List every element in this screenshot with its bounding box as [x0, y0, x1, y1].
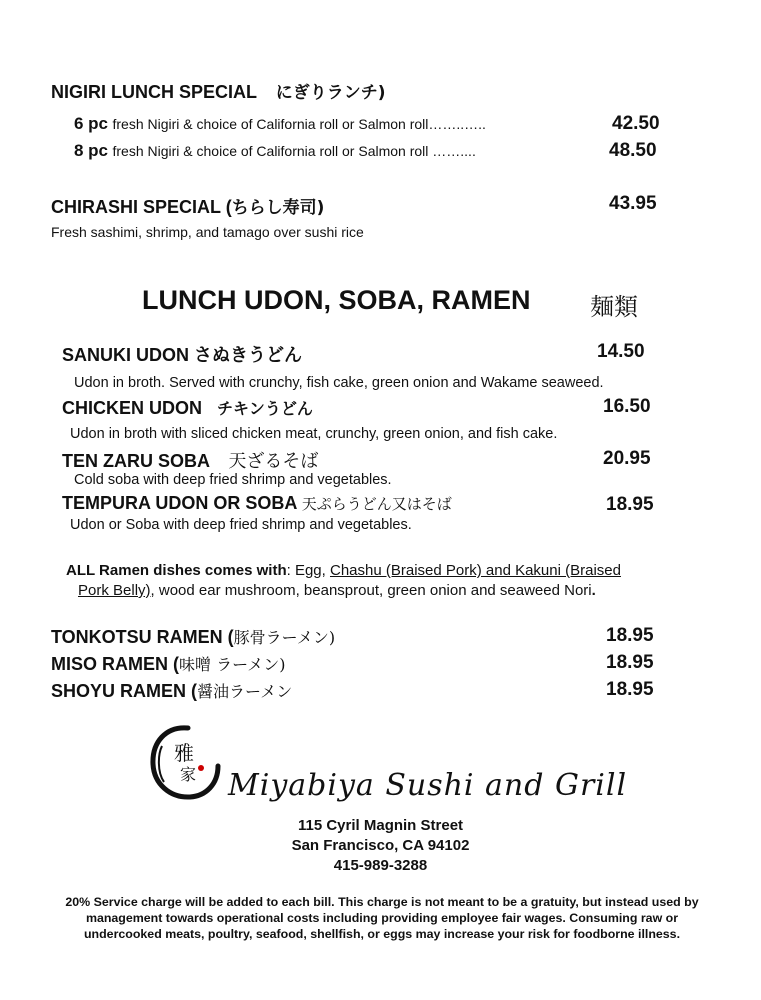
- nigiri-item-8pc: [74, 141, 476, 161]
- ramen-note-underlined: Pork Belly): [78, 582, 151, 599]
- ramen-note-line1: [66, 562, 621, 579]
- nigiri-qty: 6 pc: [74, 114, 109, 133]
- nigiri-title-jp: にぎりランチ): [275, 83, 386, 103]
- nigiri-item-6pc: [74, 114, 486, 134]
- ramen-price: 18.95: [606, 625, 654, 646]
- ramen-item-name: [51, 625, 335, 648]
- ramen-name-jp: 醤油ラーメン: [197, 682, 293, 701]
- restaurant-phone: 415-989-3288: [333, 857, 428, 874]
- ramen-name-text: MISO RAMEN (: [51, 654, 179, 674]
- chirashi-price: 43.95: [609, 193, 657, 214]
- noodle-desc: Cold soba with deep fried shrimp and vegetables.: [74, 472, 392, 488]
- ramen-item-name: [51, 679, 292, 702]
- noodles-heading-jp: 麺類: [590, 293, 638, 321]
- ramen-name-jp: 豚骨ラーメン): [233, 628, 336, 647]
- logo-char-1: 雅: [174, 741, 194, 765]
- ramen-name-jp: 味噌 ラーメン): [179, 655, 286, 674]
- chirashi-title-text: CHIRASHI SPECIAL (: [51, 197, 232, 217]
- noodle-item-name: [62, 341, 302, 367]
- ramen-note-colon: : Egg,: [286, 562, 330, 579]
- ramen-note-underlined: Chashu (Braised Pork) and Kakuni (Braised: [329, 562, 621, 579]
- restaurant-address-city: San Francisco, CA 94102: [291, 837, 470, 854]
- nigiri-price: 42.50: [612, 113, 660, 134]
- restaurant-address-street: 115 Cyril Magnin Street: [297, 817, 464, 834]
- nigiri-desc: fresh Nigiri & choice of California roll or Salmon roll……..…..: [112, 116, 486, 132]
- ramen-note-end: .: [591, 582, 596, 599]
- noodle-name-text: CHICKEN UDON: [62, 398, 203, 418]
- noodle-name-jp: 天ざるそば: [228, 451, 319, 472]
- ramen-item-name: [51, 652, 286, 675]
- chirashi-title-jp: ちらし寿司): [231, 198, 325, 218]
- noodle-item-name: [62, 447, 318, 473]
- logo-seal: [198, 765, 204, 771]
- noodle-name-jp: さぬきうどん: [194, 345, 303, 366]
- ramen-name-text: TONKOTSU RAMEN (: [51, 627, 234, 647]
- noodle-price: 14.50: [597, 341, 645, 362]
- noodle-desc: Udon in broth. Served with crunchy, fish cake, green onion and Wakame seaweed.: [74, 375, 604, 391]
- noodle-desc: Udon or Soba with deep fried shrimp and vegetables.: [70, 517, 412, 533]
- noodle-desc: Udon in broth with sliced chicken meat, crunchy, green onion, and fish cake.: [70, 426, 558, 442]
- noodle-price: 16.50: [603, 396, 651, 417]
- noodle-name-text: SANUKI UDON: [62, 345, 190, 365]
- ramen-note-rest: , wood ear mushroom, beansprout, green onion and seaweed Nori: [150, 582, 592, 599]
- nigiri-title-text: NIGIRI LUNCH SPECIAL: [51, 82, 257, 102]
- noodle-name-text: TEMPURA UDON OR SOBA: [62, 493, 297, 513]
- noodle-name-jp: 天ぷらうどん又はそば: [301, 495, 452, 513]
- nigiri-desc: fresh Nigiri & choice of California roll or Salmon roll ……....: [112, 143, 476, 159]
- noodle-price: 20.95: [603, 448, 651, 469]
- noodle-price: 18.95: [606, 494, 654, 515]
- ramen-name-text: SHOYU RAMEN (: [51, 681, 198, 701]
- restaurant-name: Miyabiya Sushi and Grill: [228, 768, 628, 803]
- noodle-name-text: TEN ZARU SOBA: [62, 451, 210, 471]
- ramen-note-line2: [78, 582, 596, 599]
- restaurant-logo: [148, 724, 222, 802]
- nigiri-qty: 8 pc: [74, 141, 109, 160]
- nigiri-price: 48.50: [609, 140, 657, 161]
- chirashi-title: [51, 193, 324, 218]
- chirashi-desc: Fresh sashimi, shrimp, and tamago over sushi rice: [51, 224, 364, 240]
- service-charge-notice: 20% Service charge will be added to each bill. This charge is not meant to be a gratuity, but instead used by management towards operational costs including providing employee fair wages. Consuming raw or undercooked meats, poultry, seafood, shellfish, or eggs may increase your risk for foodborne illness.: [65, 895, 699, 941]
- noodle-item-name: [62, 396, 313, 419]
- ramen-price: 18.95: [606, 652, 654, 673]
- ramen-note-lead: ALL Ramen dishes comes with: [66, 562, 287, 579]
- nigiri-title: [51, 78, 385, 103]
- ramen-price: 18.95: [606, 679, 654, 700]
- noodles-heading: LUNCH UDON, SOBA, RAMEN: [142, 285, 531, 315]
- noodle-item-name: [62, 493, 452, 514]
- logo-char-2: 家: [179, 765, 197, 784]
- noodle-name-jp: チキンうどん: [217, 399, 313, 418]
